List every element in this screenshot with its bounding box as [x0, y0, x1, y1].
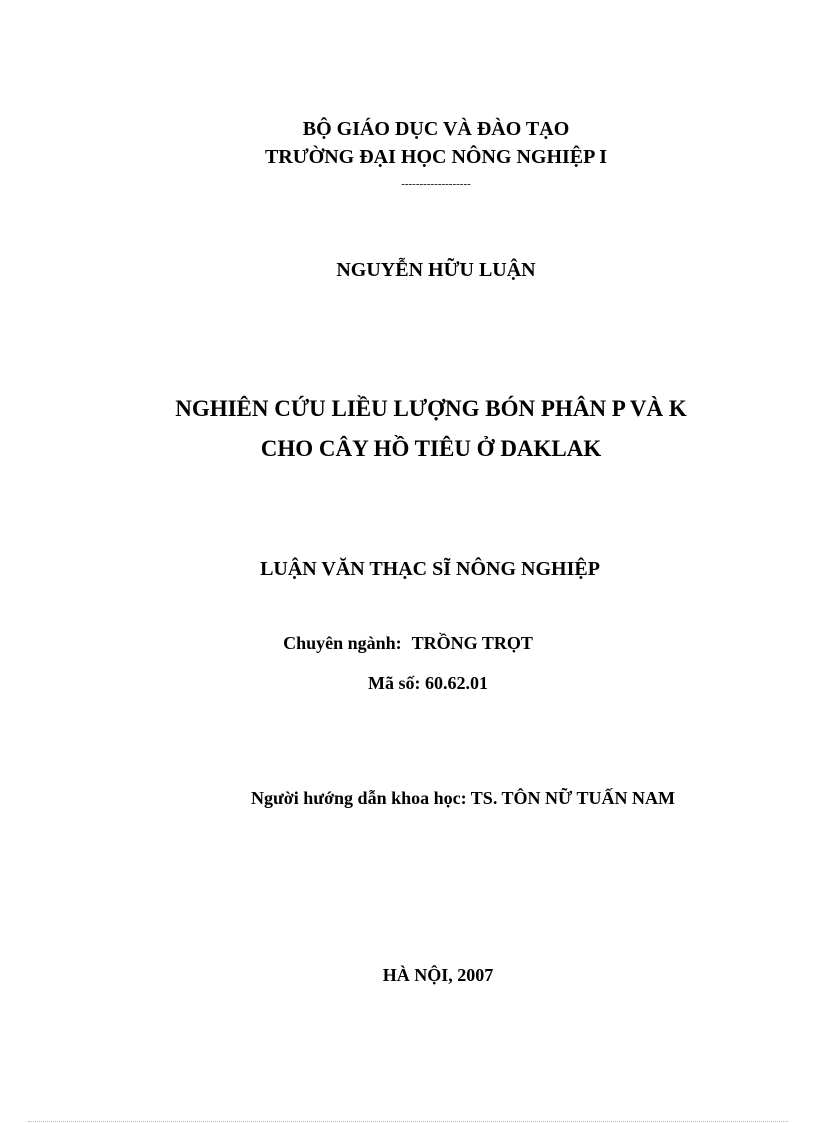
advisor-value: TS. TÔN NỮ TUẤN NAM — [470, 788, 675, 808]
page-bottom-rule — [28, 1121, 788, 1122]
header-divider: ------------------- — [401, 178, 471, 190]
author-name: NGUYỄN HỮU LUẬN — [336, 259, 536, 281]
ministry-name: BỘ GIÁO DỤC VÀ ĐÀO TẠO — [302, 118, 570, 140]
specialty — [0, 633, 816, 654]
specialty-label: Chuyên ngành: — [283, 633, 402, 653]
advisor — [55, 788, 816, 809]
advisor-label: Người hướng dẫn khoa học: — [251, 788, 467, 808]
degree-type: LUẬN VĂN THẠC SĨ NÔNG NGHIỆP — [260, 558, 600, 580]
program-code — [20, 673, 816, 694]
code-value: 60.62.01 — [425, 673, 488, 693]
specialty-value: TRỒNG TRỌT — [411, 633, 533, 653]
thesis-title-line-1: NGHIÊN CỨU LIỀU LƯỢNG BÓN PHÂN P VÀ K — [175, 396, 687, 421]
code-label: Mã số: — [368, 673, 421, 693]
thesis-title-line-2: CHO CÂY HỒ TIÊU Ở DAKLAK — [260, 436, 602, 461]
university-name: TRƯỜNG ĐẠI HỌC NÔNG NGHIỆP I — [264, 146, 608, 168]
place-and-year: HÀ NỘI, 2007 — [382, 965, 494, 985]
